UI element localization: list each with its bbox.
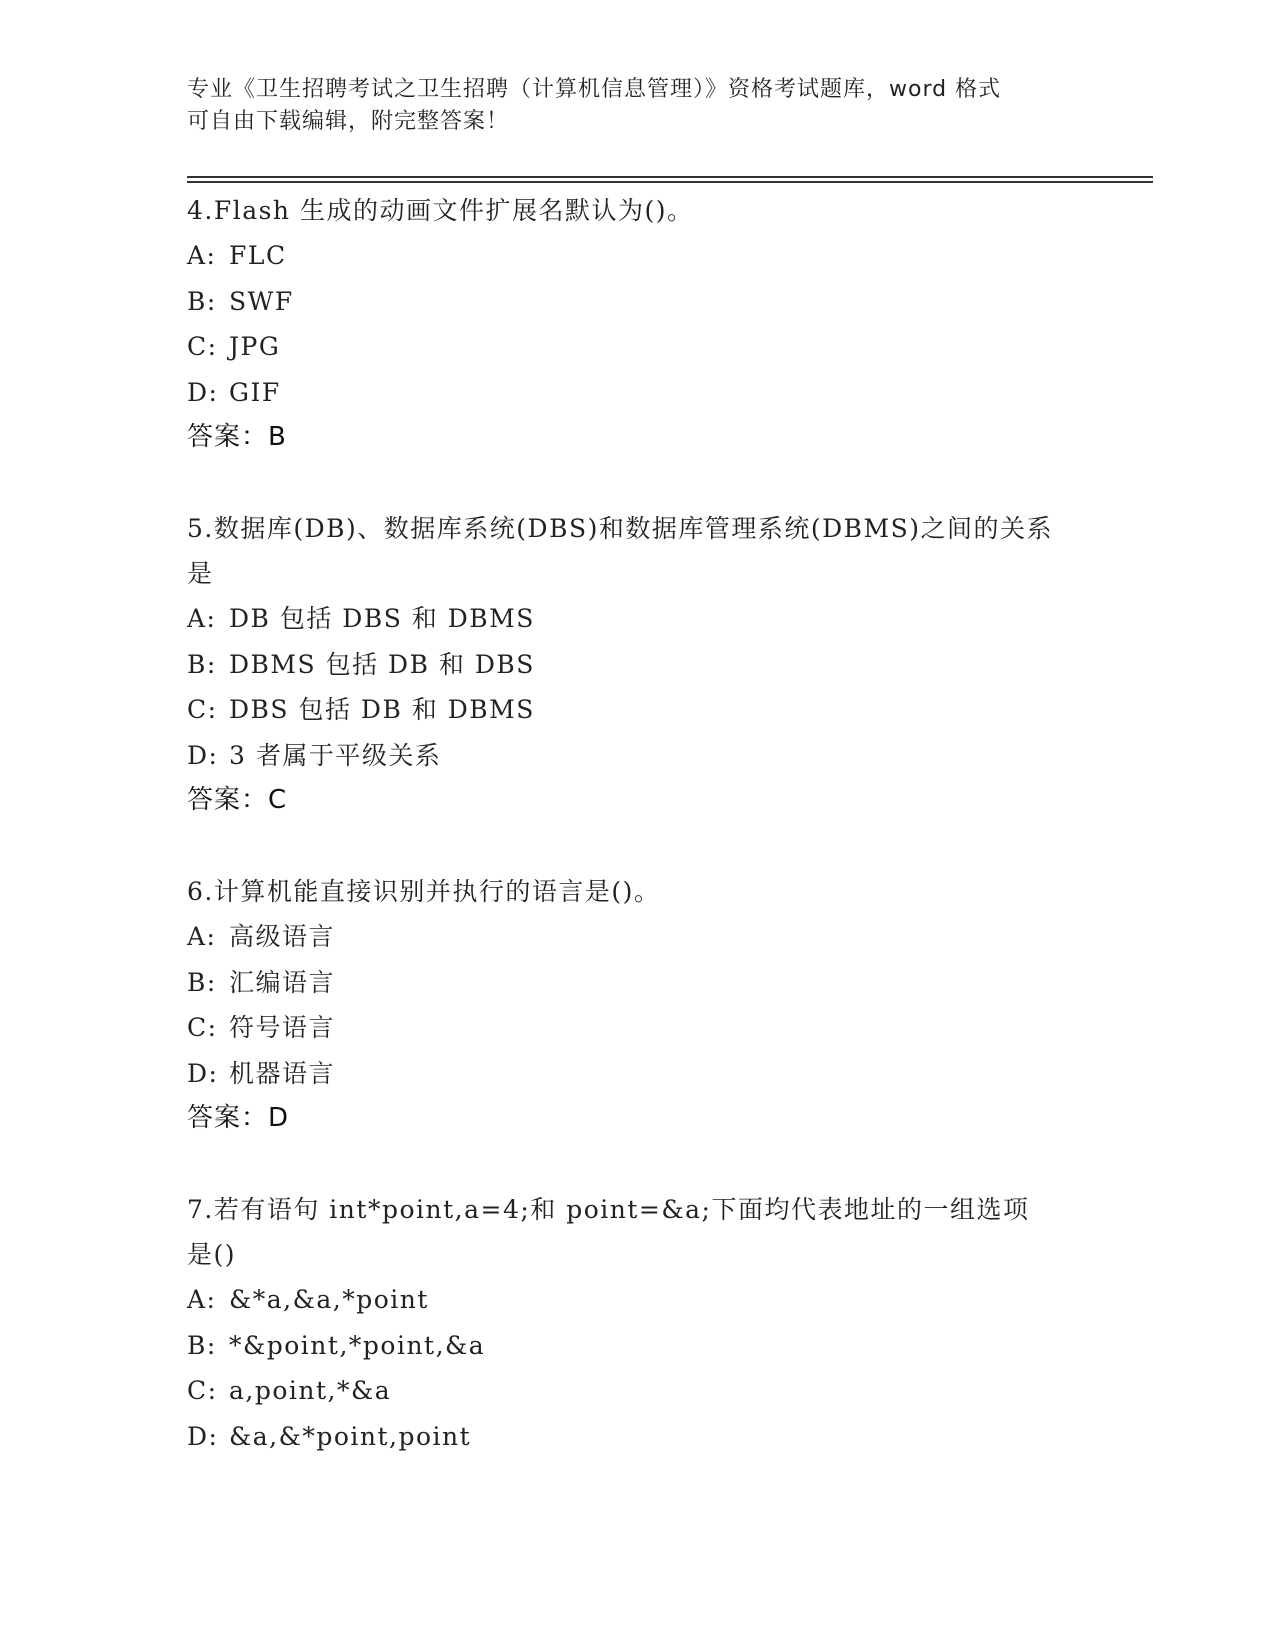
option-a <box>187 1277 1087 1323</box>
question-title-line-2: 是() <box>187 1240 237 1269</box>
option-d <box>187 733 1087 779</box>
option-text: 高级语言 <box>229 922 336 951</box>
option-a <box>187 233 1087 279</box>
option-key: D: <box>187 377 219 407</box>
option-key: A: <box>187 241 217 270</box>
option-key: B: <box>187 1330 217 1360</box>
option-b <box>187 960 1087 1006</box>
option-text: &a,&*point,point <box>229 1421 472 1451</box>
document-header <box>187 74 1087 138</box>
option-text: SWF <box>229 286 294 316</box>
question-title: 6.计算机能直接识别并执行的语言是()。 <box>187 877 661 906</box>
option-text: 3 者属于平级关系 <box>229 740 442 770</box>
question-title-line-1: 5.数据库(DB)、数据库系统(DBS)和数据库管理系统(DBMS)之间的关系 <box>187 514 1053 543</box>
header-line-1: 专业《卫生招聘考试之卫生招聘（计算机信息管理）》资格考试题库，word 格式 <box>187 77 1002 102</box>
spacer <box>187 460 1087 506</box>
option-text: DBMS 包括 DB 和 DBS <box>229 649 535 679</box>
question-title: 4.Flash 生成的动画文件扩展名默认为()。 <box>187 196 694 225</box>
option-key: A: <box>187 922 217 951</box>
answer-line: 答案：C <box>187 785 288 815</box>
option-text: DBS 包括 DB 和 DBMS <box>229 695 535 724</box>
option-d <box>187 1414 1087 1460</box>
option-key: C: <box>187 332 218 361</box>
option-c <box>187 1005 1087 1051</box>
question-7 <box>187 1187 1087 1459</box>
option-text: 符号语言 <box>229 1013 336 1042</box>
option-key: C: <box>187 1376 218 1405</box>
option-c <box>187 687 1087 733</box>
option-a <box>187 914 1087 960</box>
spacer <box>187 1141 1087 1187</box>
header-divider-top <box>187 176 1153 178</box>
header-line-2: 可自由下载编辑，附完整答案！ <box>187 109 510 134</box>
option-a <box>187 596 1087 642</box>
option-key: D: <box>187 1058 219 1088</box>
option-text: a,point,*&a <box>229 1376 392 1405</box>
option-d <box>187 370 1087 416</box>
option-text: *&point,*point,&a <box>229 1330 486 1360</box>
question-6 <box>187 869 1087 1141</box>
option-text: GIF <box>229 377 281 407</box>
question-title-line-1: 7.若有语句 int*point,a=4;和 point=&a;下面均代表地址的一组选项 <box>187 1195 1030 1224</box>
option-key: A: <box>187 604 217 633</box>
option-key: B: <box>187 967 217 997</box>
option-key: B: <box>187 286 217 316</box>
option-text: JPG <box>229 332 281 361</box>
option-key: B: <box>187 649 217 679</box>
option-text: 机器语言 <box>229 1058 336 1088</box>
option-c <box>187 1368 1087 1414</box>
question-list <box>187 188 1087 1459</box>
question-4 <box>187 188 1087 460</box>
option-text: DB 包括 DBS 和 DBMS <box>229 604 535 633</box>
spacer <box>187 823 1087 869</box>
option-key: C: <box>187 1013 218 1042</box>
option-b <box>187 1323 1087 1369</box>
option-b <box>187 642 1087 688</box>
option-key: C: <box>187 695 218 724</box>
question-5 <box>187 506 1087 823</box>
answer-line: 答案：D <box>187 1103 290 1133</box>
option-key: D: <box>187 1421 219 1451</box>
option-text: FLC <box>229 241 287 270</box>
option-c <box>187 324 1087 370</box>
option-b <box>187 279 1087 325</box>
header-divider-bottom <box>187 181 1153 183</box>
option-text: &*a,&a,*point <box>229 1285 429 1314</box>
option-key: A: <box>187 1285 217 1314</box>
option-d <box>187 1051 1087 1097</box>
question-title-line-2: 是 <box>187 559 214 588</box>
option-text: 汇编语言 <box>229 967 336 997</box>
answer-line: 答案：B <box>187 422 287 452</box>
option-key: D: <box>187 740 219 770</box>
